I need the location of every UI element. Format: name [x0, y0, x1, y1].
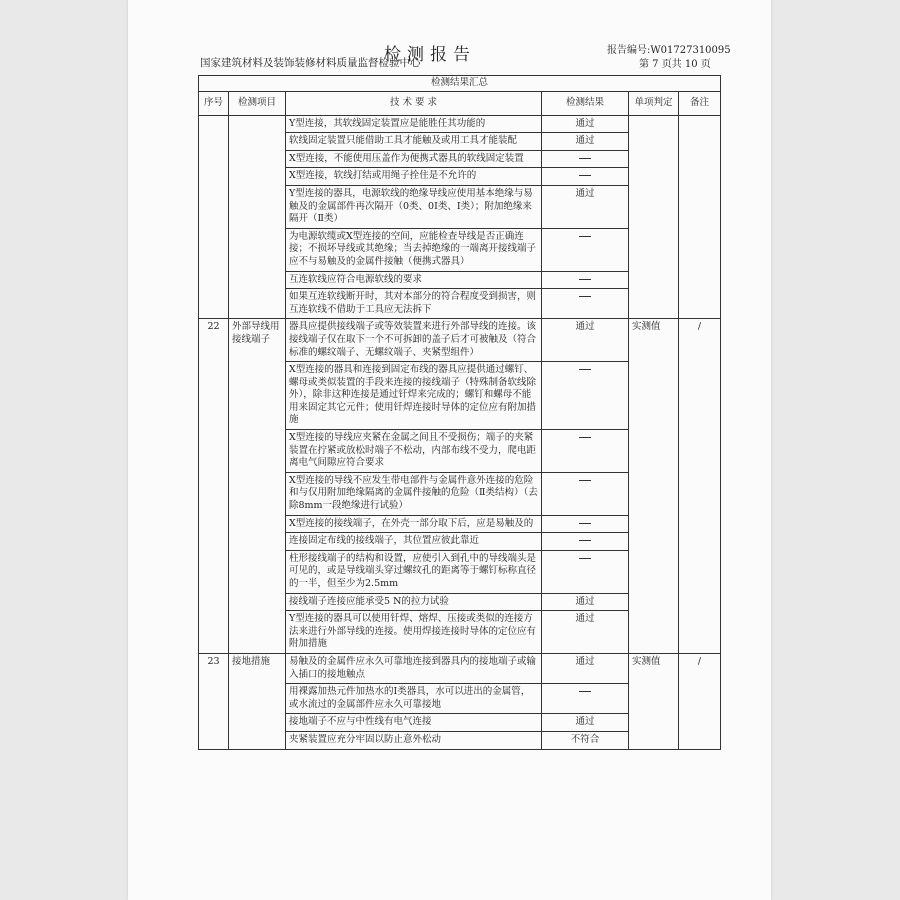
result-cell: [542, 533, 629, 551]
requirement-cell: 柱形接线端子的结构和设置，应使引入到孔中的导线端头是可见的，或是导线端头穿过螺纹孔的距离等于螺钉标称直径的一半，但至少为2.5mm: [286, 550, 542, 593]
judgment-cell: 实测值: [629, 653, 679, 749]
requirement-cell: X型连接的导线应夹紧在金属之间且不受损伤；端子的夹紧装置在拧紧或放松时端子不松动，内部布线不受力，爬电距离电气间隙应符合要求: [286, 430, 542, 473]
not-applicable-dash: [579, 175, 591, 176]
results-body: [199, 115, 721, 749]
requirement-cell: 易触及的金属件应永久可靠地连接到器具内的接地端子或输入插口的接地触点: [286, 653, 542, 683]
requirement-cell: 接线端子连接应能承受5 N的拉力试验: [286, 593, 542, 611]
report-number: 报告编号:W01727310095: [607, 45, 731, 56]
column-header: 检测结果: [542, 91, 629, 115]
table-row: [199, 115, 721, 133]
result-cell: [542, 150, 629, 168]
result-cell: [542, 472, 629, 515]
requirement-cell: 用裸露加热元件加热水的Ⅰ类器具，水可以进出的金属管，或水流过的金属部件应永久可靠接地: [286, 684, 542, 714]
requirement-cell: 为电源软缆或X型连接的空间，应能检查导线是否正确连接；不损坏导线或其绝缘；当去掉绝缘的一端离开接线端子应不与易触及的金属件接触（便携式器具）: [286, 228, 542, 271]
test-item: 外部导线用接线端子: [229, 319, 286, 654]
result-cell: [542, 271, 629, 289]
column-header: 技 术 要 求: [286, 91, 542, 115]
result-cell: [542, 550, 629, 593]
column-header: 单项判定: [629, 91, 679, 115]
column-header: 备注: [679, 91, 721, 115]
judgment-cell: [629, 115, 679, 319]
requirement-cell: 如果互连软线断开时，其对本部分的符合程度受到损害，则互连软线不借助于工具应无法拆下: [286, 289, 542, 319]
result-cell: 通过: [542, 714, 629, 732]
not-applicable-dash: [579, 296, 591, 297]
result-cell: [542, 515, 629, 533]
not-applicable-dash: [579, 558, 591, 559]
requirement-cell: 互连软线应符合电源软线的要求: [286, 271, 542, 289]
not-applicable-dash: [579, 437, 591, 438]
not-applicable-dash: [579, 523, 591, 524]
requirement-cell: Y型连接，其软线固定装置应是能胜任其功能的: [286, 115, 542, 133]
requirement-cell: 夹紧装置应充分牢固以防止意外松动: [286, 731, 542, 749]
column-header: 检测项目: [229, 91, 286, 115]
requirement-cell: X型连接的器具和连接到固定布线的器具应提供通过螺钉、螺母或类似装置的手段来连接的接线端子（特殊制备软线除外），除非这种连接是通过钎焊来完成的；螺钉和螺母不能用来固定其它元件；使用钎焊连接时导体的定位应有附加措施: [286, 362, 542, 430]
table-row: [199, 319, 721, 362]
requirement-cell: X型连接，不能使用压盖作为便携式器具的软线固定装置: [286, 150, 542, 168]
row-number: [199, 115, 229, 319]
result-cell: 通过: [542, 115, 629, 133]
result-cell: 通过: [542, 319, 629, 362]
test-item: [229, 115, 286, 319]
not-applicable-dash: [579, 236, 591, 237]
report-title: 检测报告: [384, 45, 476, 65]
requirement-cell: X型连接，软线打结或用绳子拴住是不允许的: [286, 168, 542, 186]
result-cell: 不符合: [542, 731, 629, 749]
row-number: 22: [199, 319, 229, 654]
result-cell: [542, 430, 629, 473]
result-cell: [542, 289, 629, 319]
not-applicable-dash: [579, 540, 591, 541]
result-cell: 通过: [542, 185, 629, 228]
row-number: 23: [199, 653, 229, 749]
not-applicable-dash: [579, 158, 591, 159]
result-cell: 通过: [542, 611, 629, 654]
summary-title: 检测结果汇总: [199, 76, 721, 92]
remark-cell: /: [679, 653, 721, 749]
not-applicable-dash: [579, 691, 591, 692]
requirement-cell: 器具应提供接线端子或等效装置来进行外部导线的连接。该接线端子仅在取下一个不可拆卸的盖子后才可被触及（符合标准的螺纹端子、无螺纹端子、夹紧型组件）: [286, 319, 542, 362]
requirement-cell: 连接固定布线的接线端子，其位置应彼此靠近: [286, 533, 542, 551]
test-item: 接地措施: [229, 653, 286, 749]
judgment-cell: 实测值: [629, 319, 679, 654]
result-cell: [542, 168, 629, 186]
remark-cell: [679, 115, 721, 319]
column-header: 序号: [199, 91, 229, 115]
not-applicable-dash: [579, 480, 591, 481]
result-cell: [542, 684, 629, 714]
requirement-cell: Y型连接的器具，电源软线的绝缘导线应使用基本绝缘与易触及的金属部件再次隔开（0类、0I类、Ⅰ类）；附加绝缘来隔开（Ⅱ类）: [286, 185, 542, 228]
result-cell: [542, 228, 629, 271]
table-row: [199, 653, 721, 683]
remark-cell: /: [679, 319, 721, 654]
not-applicable-dash: [579, 369, 591, 370]
organization-name: 国家建筑材料及装饰装修材料质量监督检验中心: [200, 57, 421, 69]
requirement-cell: Y型连接的器具可以使用钎焊、熔焊、压接或类似的连接方法来进行外部导线的连接。使用焊接连接时导体的定位应有附加措施: [286, 611, 542, 654]
requirement-cell: X型连接的导线不应发生带电部件与金属件意外连接的危险和与仅用附加绝缘隔离的金属件接触的危险（Ⅱ类结构）（去除8mm一段绝缘进行试验）: [286, 472, 542, 515]
result-cell: 通过: [542, 593, 629, 611]
requirement-cell: 接地端子不应与中性线有电气连接: [286, 714, 542, 732]
result-cell: [542, 362, 629, 430]
results-table: [198, 75, 721, 750]
not-applicable-dash: [579, 279, 591, 280]
result-cell: 通过: [542, 133, 629, 151]
page-number: 第 7 页共 10 页: [639, 59, 711, 70]
requirement-cell: X型连接的接线端子，在外壳一部分取下后，应是易触及的: [286, 515, 542, 533]
requirement-cell: 软线固定装置只能借助工具才能触及或用工具才能装配: [286, 133, 542, 151]
result-cell: 通过: [542, 653, 629, 683]
